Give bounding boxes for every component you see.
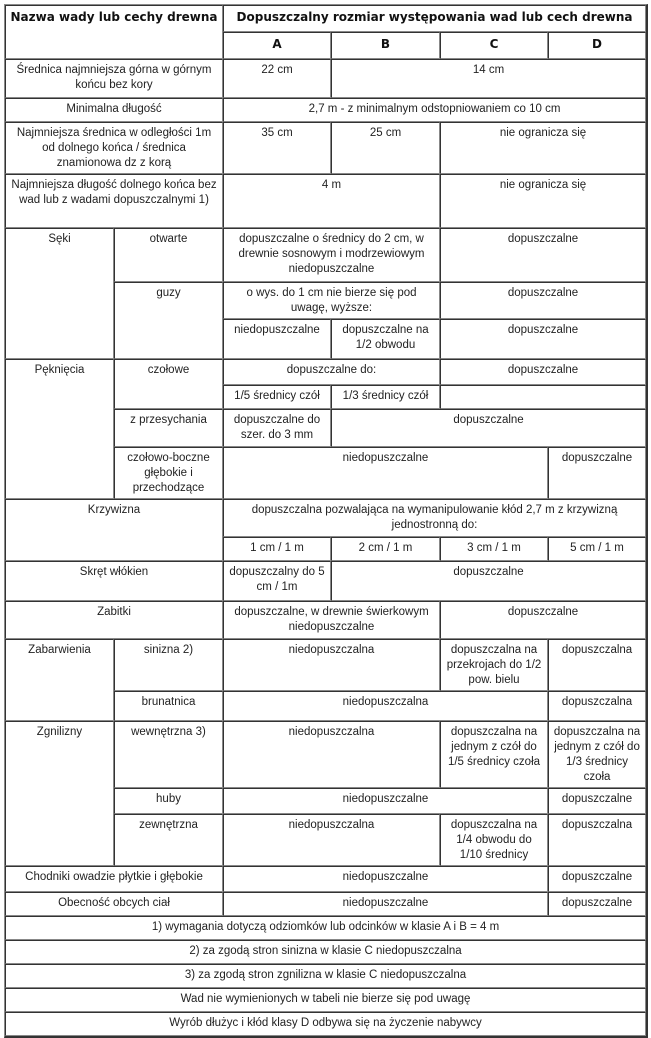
table-row-krzywizna [5,499,646,537]
cell-cd: nie ogranicza się [440,122,646,174]
cell-cd: dopuszczalne [440,359,646,385]
table-row-srednica-dolna [5,122,646,174]
cell-abc: niedopuszczalna [223,691,548,721]
cell-ab: 4 m [223,174,440,228]
sub-label: sinizna 2) [114,639,223,691]
row-label: Zabitki [5,601,223,639]
sub-label: zewnętrzna [114,814,223,866]
cell-ab: niedopuszczalna [223,721,440,788]
cell-ab: niedopuszczalna [223,814,440,866]
row-label: Chodniki owadzie płytkie i głębokie [5,866,223,892]
sub-label: czołowo-boczne głębokie i przechodzące [114,447,223,499]
cell-bcd: dopuszczalne [331,561,646,601]
wood-defects-table-container [4,4,648,1038]
table-row-note-2 [5,940,646,964]
table-row-note-3 [5,964,646,988]
table-row-chodniki [5,866,646,892]
cell-a: dopuszczalne do szer. do 3 mm [223,409,331,447]
table-row-note-5 [5,1012,646,1036]
cell-b: 2 cm / 1 m [331,537,440,561]
cell-abcd: 2,7 m - z minimalnym odstopniowaniem co 10 cm [223,98,646,122]
sub-label: z przesychania [114,409,223,447]
footnote: 3) za zgodą stron zgnilizna w klasie C niedopuszczalna [5,964,646,988]
header-allowed-size: Dopuszczalny rozmiar występowania wad lub cech drewna [223,5,646,32]
sub-label: huby [114,788,223,814]
table-row-note-1 [5,916,646,940]
cell-abc: niedopuszczalne [223,447,548,499]
cell-d: 5 cm / 1 m [548,537,646,561]
table-row-zabarwienia-sinizna [5,639,646,691]
cell-c: dopuszczalna na przekrojach do 1/2 pow. bielu [440,639,548,691]
header-class-d: D [548,32,646,59]
cell-abc: niedopuszczalne [223,892,548,916]
table-row-note-4 [5,988,646,1012]
cell-c: 3 cm / 1 m [440,537,548,561]
cell-ab: dopuszczalne do: [223,359,440,385]
cell-c: dopuszczalna na 1/4 obwodu do 1/10 średnicy [440,814,548,866]
cell-d: dopuszczalne [548,892,646,916]
header-class-c: C [440,32,548,59]
cell-d: dopuszczalna [548,639,646,691]
cell-d: dopuszczalna na jednym z czół do 1/3 średnicy czoła [548,721,646,788]
cell-d: dopuszczalne [548,866,646,892]
cell-ab: dopuszczalne o średnicy do 2 cm, w drewnie sosnowym i modrzewiowym niedopuszczalne [223,228,440,282]
cell-c: dopuszczalna na jednym z czół do 1/5 średnicy czoła [440,721,548,788]
wood-defects-table [4,4,648,1038]
table-row-zabitki [5,601,646,639]
table-row-seki-otwarte [5,228,646,282]
footnote: 2) za zgodą stron sinizna w klasie C niedopuszczalna [5,940,646,964]
table-row-dlugosc [5,98,646,122]
cell-a: 1/5 średnicy czół [223,385,331,409]
table-row-obce-ciala [5,892,646,916]
group-label-zabarwienia: Zabarwienia [5,639,114,721]
cell-ab: dopuszczalne, w drewnie świerkowym niedopuszczalne [223,601,440,639]
sub-label: wewnętrzna 3) [114,721,223,788]
cell-abc: niedopuszczalne [223,788,548,814]
cell-d: dopuszczalna [548,691,646,721]
cell-abcd: dopuszczalna pozwalająca na wymanipulowanie kłód 2,7 m z krzywizną jednostronną do: [223,499,646,537]
row-label: Skręt włókien [5,561,223,601]
cell-a: dopuszczalny do 5 cm / 1m [223,561,331,601]
table-row-dlugosc-dolna [5,174,646,228]
sub-label: czołowe [114,359,223,409]
row-label: Minimalna długość [5,98,223,122]
group-label-pekniecia: Pęknięcia [5,359,114,499]
cell-b: 1/3 średnicy czół [331,385,440,409]
cell-cd: dopuszczalne [440,282,646,319]
table-row-srednica [5,59,646,98]
cell-ab: niedopuszczalna [223,639,440,691]
header-class-a: A [223,32,331,59]
cell-a: niedopuszczalne [223,319,331,359]
cell-bcd: dopuszczalne [331,409,646,447]
table-row-zgnilizny-wewnetrzna [5,721,646,788]
cell-b: dopuszczalne na 1/2 obwodu [331,319,440,359]
table-row-pekniecia-czolowe [5,359,646,385]
row-label: Krzywizna [5,499,223,561]
cell-b: 25 cm [331,122,440,174]
cell-a: 35 cm [223,122,331,174]
sub-label: guzy [114,282,223,359]
cell-cd: dopuszczalne [440,228,646,282]
cell-d: dopuszczalna [548,814,646,866]
row-label: Średnica najmniejsza górna w górnym końcu bez kory [5,59,223,98]
header-class-b: B [331,32,440,59]
cell-cd [440,385,646,409]
cell-cd: dopuszczalne [440,319,646,359]
cell-d: dopuszczalne [548,788,646,814]
cell-abc: niedopuszczalne [223,866,548,892]
group-label-zgnilizny: Zgnilizny [5,721,114,866]
cell-d: dopuszczalne [548,447,646,499]
header-row [5,5,646,32]
footnote: 1) wymagania dotyczą odziomków lub odcinków w klasie A i B = 4 m [5,916,646,940]
cell-a: 22 cm [223,59,331,98]
sub-label: otwarte [114,228,223,282]
header-defect-name: Nazwa wady lub cechy drewna [5,5,223,59]
cell-a: 1 cm / 1 m [223,537,331,561]
row-label: Najmniejsza długość dolnego końca bez wad lub z wadami dopuszczalnymi 1) [5,174,223,228]
cell-bcd: 14 cm [331,59,646,98]
group-label-seki: Sęki [5,228,114,359]
cell-cd: dopuszczalne [440,601,646,639]
footnote: Wyrób dłużyc i kłód klasy D odbywa się na życzenie nabywcy [5,1012,646,1036]
cell-cd: nie ogranicza się [440,174,646,228]
sub-label: brunatnica [114,691,223,721]
row-label: Najmniejsza średnica w odległości 1m od dolnego końca / średnica znamionowa dz z korą [5,122,223,174]
row-label: Obecność obcych ciał [5,892,223,916]
footnote: Wad nie wymienionych w tabeli nie bierze się pod uwagę [5,988,646,1012]
table-row-skret [5,561,646,601]
cell-ab: o wys. do 1 cm nie bierze się pod uwagę, wyższe: [223,282,440,319]
